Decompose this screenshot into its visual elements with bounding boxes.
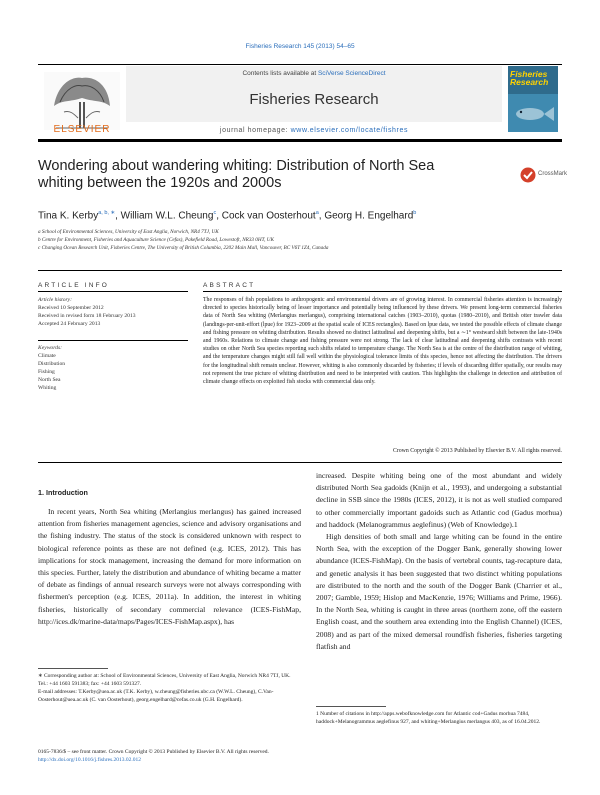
abstract-bottom-rule: [38, 462, 562, 463]
journal-cover-image[interactable]: [508, 66, 558, 132]
keyword: Climate: [38, 353, 56, 359]
article-title: Wondering about wandering whiting: Distribution of North Sea whiting between the 1920s and 2000s: [38, 158, 435, 191]
keyword: Whiting: [38, 385, 57, 391]
footnote-1: 1 Number of citations in http://apps.webofknowledge.com for Atlantic cod+Gadus morhua 7484, haddock+Melanogrammus aeglefinus 927, and whiting+Merlangius merlangus 403, as of 16.04.2012.: [316, 711, 541, 725]
crossmark-badge[interactable]: [520, 167, 566, 183]
history-title: Article history:: [38, 297, 73, 303]
author-name[interactable]: Tina K. Kerby: [38, 210, 99, 222]
author-superscript[interactable]: b: [413, 210, 417, 216]
corresponding-author-note: ∗ Corresponding author at: School of Environmental Sciences, University of East Anglia, Norwich NR4 7TJ, UK. Tel.: +44 1603 591383; fax: +44 1603 591327.: [38, 673, 291, 687]
crossmark-label: CrossMark: [538, 171, 568, 177]
body-right-column: [316, 470, 562, 653]
issn-block: [38, 748, 301, 764]
section-heading-introduction: 1. Introduction: [38, 488, 88, 497]
author-list: Tina K. Kerby$^{a, b, ∗}$, William W.L. Cheung$^c$, Cock van Oosterhout$^a$, Georg H. Engelhard$^b$: [38, 210, 417, 222]
contents-prefix: Contents lists available at: [242, 70, 318, 77]
sciencedirect-link[interactable]: SciVerse ScienceDirect: [317, 70, 386, 77]
history-item: Received in revised form 18 February 2013: [38, 313, 136, 319]
homepage-prefix: journal homepage:: [219, 127, 291, 134]
keywords-title: Keywords:: [38, 345, 63, 351]
article-history: [38, 296, 188, 328]
footnote-rule: [38, 668, 108, 669]
article-info-rule: [38, 291, 188, 292]
abstract-text: The responses of fish populations to anthropogenic and environmental drivers are of growing interest. In commercial fisheries attention is increasingly directed to species historically being of lesser importance and potentially being influenced by these drivers. We present long-term commercial fisheries data of North Sea whiting (Merlangius merlangus), comprising international catches (1903–2010), quotas (1980–2010), and British otter trawler data (landings-per-unit-effort (lpue) for 1923–2009 at the spatial scale of ICES rectangles). Based on lpue data, we tested the possible effects of climate change and fishing pressure on whiting distribution. Results showed no distinct latitudinal and deepening shifts, but a ∼1° westward shift between the late-1940s and 1960s. Relations to climate change and fishing pressure were not strong. The lack of clear latitudinal and deepening shifts contrasts with recent studies on other North Sea species reporting such shifts related to temperature change. The North Sea is at the centre of the distribution range of whiting, and the temperature changes might still fall well within the physiological tolerance limits of this species, hence not affecting the distribution. The drivers for the longitudinal shift remain unclear. However, whiting is also commonly discarded by fisheries; if levels of discarding differ spatially, our results may not represent the true picture of whiting distribution and need to be interpreted with caution. This highlights the challenge in detection and attribution of climate change effects on exploited fish stocks with commercial data only.: [203, 297, 562, 386]
keywords: [38, 344, 188, 392]
keyword: North Sea: [38, 377, 61, 383]
author-name[interactable]: William W.L. Cheung: [120, 210, 214, 222]
author-superscript[interactable]: a, b, ∗: [98, 210, 116, 216]
homepage-line: [126, 127, 502, 134]
abstract-rule: [203, 291, 562, 292]
affiliation: b Centre for Environment, Fisheries and Aquaculture Science (Cefas), Pakefield Road, Lowestoft, NR33 0HT, UK: [38, 237, 274, 243]
abstract-heading: ABSTRACT: [203, 282, 256, 289]
body-paragraph: increased. Despite whiting being one of the most abundant and widely distributed North Sea gadoids (Knijn et al., 1993), and undergoing a substantial decline in SSB since the 1980s (ICES, 2012), it is not as well studied compared to other commercially important gadoids such as Atlantic cod (Gadus morhua) and haddock (Melanogrammus aeglefinus) (Web of Knowledge).1: [316, 471, 562, 529]
header-thick-rule: [38, 139, 562, 142]
body-paragraph: High densities of both small and large whiting can be found in the entire North Sea, with the exception of the Dogger Bank, generally showing lower abundance (ICES-FishMap). On the basis of vertebral counts, tag-recapture data, and genetic analysis it has been suggested that two distinct whiting populations are distributed to the north and the south of the Dogger Bank (Charrier et al., 2007; Gamble, 1959; Hislop and MacKenzie, 1976; Williams and Prime, 1966). In the North Sea, whiting is caught in three areas (northern zone, off the eastern English coast, and the southern area extending into the English Channel) (ICES, 2008) and as part of the mixed demersal roundfish fisheries, fisheries targeting flatfish and: [316, 532, 562, 651]
header-top-rule: [38, 64, 562, 65]
cover-title: Fisheries Research: [510, 69, 549, 87]
front-matter-rule: [38, 270, 562, 271]
journal-name: Fisheries Research: [249, 91, 379, 108]
body-left-column: In recent years, North Sea whiting (Merlangius merlangus) has gained increased attention from fisheries management agencies, science and advisory organisations and the fishing industry. The status of the stock is considered unknown with respect to biological reference points as these are not defined (e.g. ICES, 2012). This has implications for stock management, increasing the demand for more information on this species. Further, lately the distribution and abundance of whiting became a matter of debate as findings of annual research surveys were not always corresponding with fishermen's perception (e.g. ICES, 2011a). In addition, the interest in whiting fisheries, historically of secondary commercial relevance (ICES-FishMap, http://ices.dk/marine-data/maps/Pages/ICES-FishMap.aspx), has: [38, 507, 301, 626]
homepage-link[interactable]: www.elsevier.com/locate/fishres: [290, 127, 409, 134]
crossmark-icon: [520, 167, 536, 183]
journal-reference[interactable]: Fisheries Research 145 (2013) 54–65: [245, 43, 355, 50]
affiliation: a School of Environmental Sciences, University of East Anglia, Norwich, NR4 7TJ, UK: [38, 229, 219, 235]
email-addresses[interactable]: E-mail addresses: T.Kerby@uea.ac.uk (T.K. Kerby), w.cheung@fisheries.ubc.ca (W.W.L. Cheung), C.Van-Oosterhout@uea.ac.uk (C. van Oosterhout), georg.engelhard@cefas.co.uk (G.H. Engelhard).: [38, 689, 274, 703]
keyword: Fishing: [38, 369, 55, 375]
affiliation: c Changing Ocean Research Unit, Fisheries Centre, The University of British Columbia, 2202 Main Mall, Vancouver, BC V6T 1Z4, Canada: [38, 245, 329, 251]
history-item: Accepted 24 February 2013: [38, 321, 101, 327]
author-name[interactable]: Georg H. Engelhard: [324, 210, 414, 222]
cover-fish-picture: [508, 94, 558, 132]
author-name[interactable]: Cock van Oosterhout: [221, 210, 316, 222]
keyword: Distribution: [38, 361, 66, 367]
elsevier-wordmark: ELSEVIER: [53, 124, 111, 135]
doi-link[interactable]: http://dx.doi.org/10.1016/j.fishres.2013.02.012: [38, 757, 142, 763]
footnote-rule: [316, 706, 386, 707]
affiliations: [38, 228, 562, 252]
author-superscript[interactable]: c: [213, 210, 217, 216]
author-superscript[interactable]: a: [315, 210, 319, 216]
keywords-rule: [38, 340, 188, 341]
abstract-copyright: Crown Copyright © 2013 Published by Elsevier B.V. All rights reserved.: [392, 448, 562, 454]
footnotes-left: [38, 672, 301, 704]
history-item: Received 10 September 2012: [38, 305, 104, 311]
contents-line: [126, 70, 502, 77]
issn-line: 0165-7836/$ – see front matter. Crown Copyright © 2013 Published by Elsevier B.V. All rights reserved.: [38, 749, 269, 755]
article-info-heading: ARTICLE INFO: [38, 282, 110, 289]
